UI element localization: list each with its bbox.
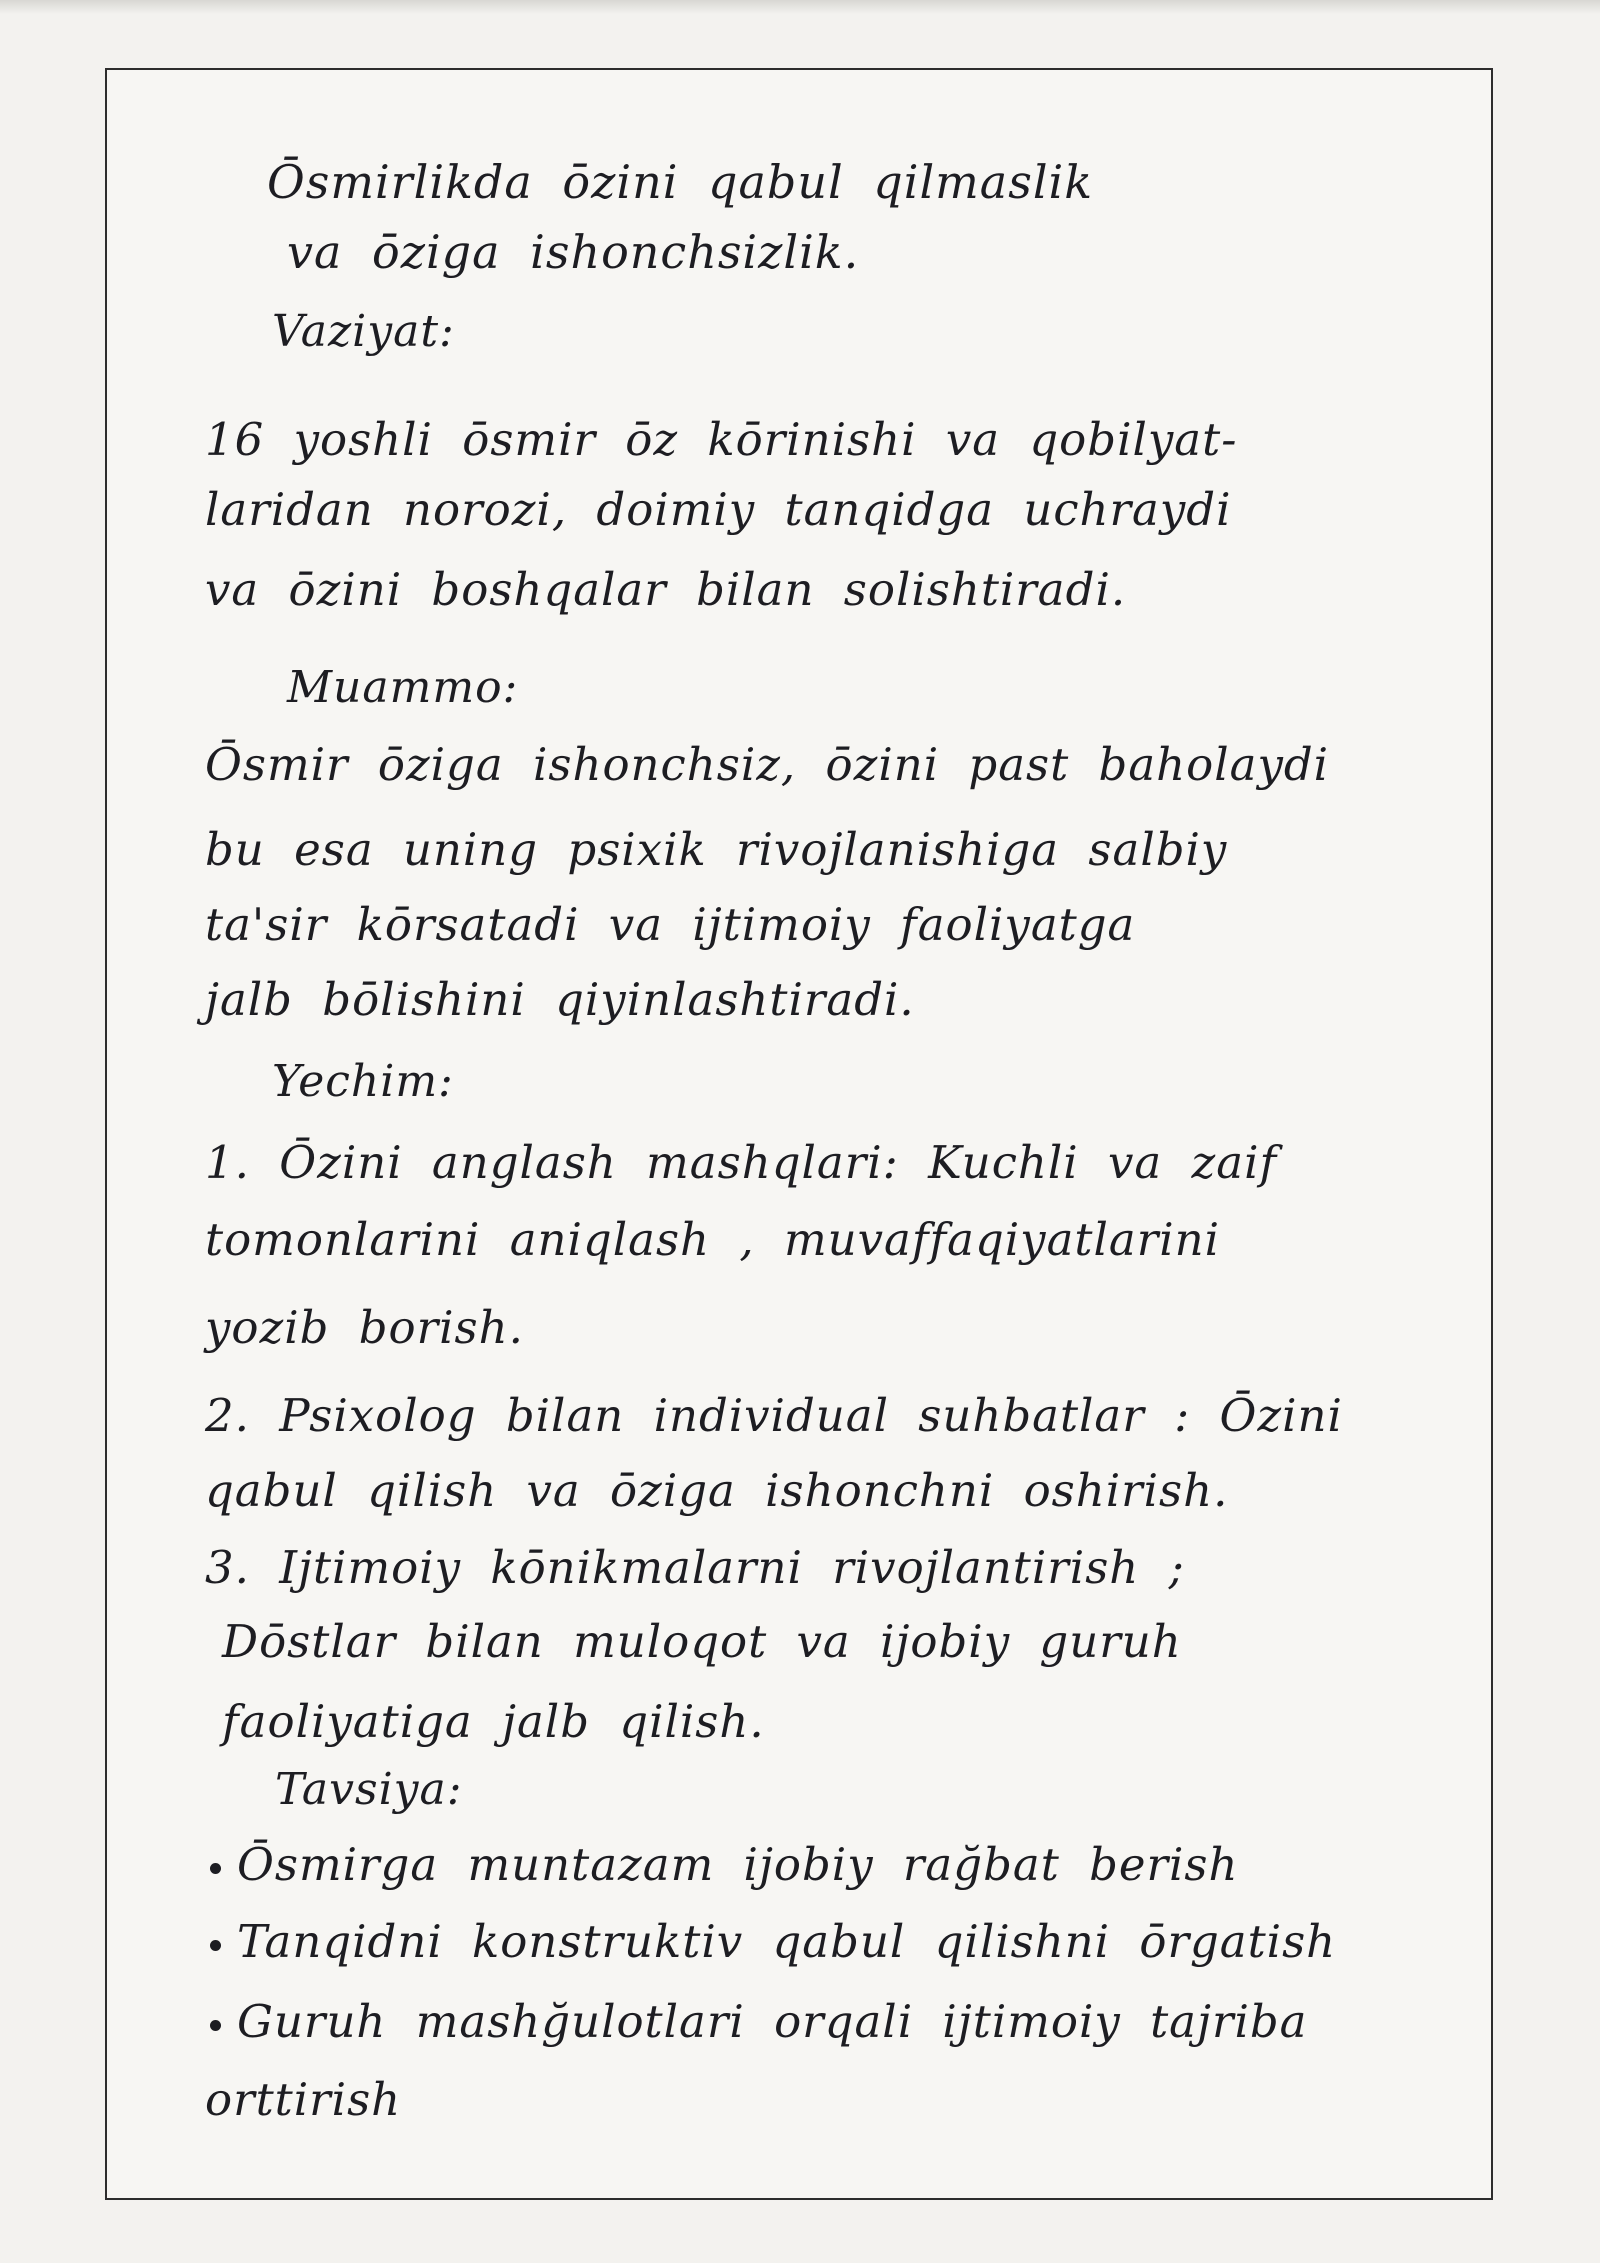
- solution-line-8: faoliyatiga jalb qilish.: [222, 1695, 765, 1748]
- recommendation-bullet-1: Ōsmirga muntazam ijobiy rağbat berish: [237, 1838, 1239, 1891]
- recommendation-bullet-3: Guruh mashğulotlari orqali ijtimoiy tajriba: [237, 1995, 1308, 2048]
- solution-line-5: qabul qilish va ōziga ishonchni oshirish.: [205, 1464, 1229, 1517]
- solution-line-7: Dōstlar bilan muloqot va ijobiy guruh: [222, 1615, 1182, 1668]
- situation-line-2: laridan norozi, doimiy tanqidga uchraydi: [205, 483, 1232, 536]
- recommendation-continuation: orttirish: [205, 2073, 402, 2126]
- situation-line-3: va ōzini boshqalar bilan solishtiradi.: [205, 563, 1127, 616]
- recommendation-bullet-2: Tanqidni konstruktiv qabul qilishni ōrgatish: [237, 1915, 1337, 1968]
- bullet-dot: [210, 1863, 221, 1874]
- solution-line-6: 3. Ijtimoiy kōnikmalarni rivojlantirish ;: [205, 1541, 1185, 1594]
- solution-line-3: yozib borish.: [205, 1301, 524, 1354]
- solution-line-2: tomonlarini aniqlash , muvaffaqiyatlarini: [205, 1213, 1221, 1266]
- title-line-2: va ōziga ishonchsizlik.: [287, 225, 860, 279]
- situation-line-1: 16 yoshli ōsmir ōz kōrinishi va qobilyat-: [205, 413, 1238, 466]
- recommendation-label: Tavsiya:: [275, 1764, 463, 1815]
- situation-label: Vaziyat:: [272, 306, 455, 357]
- solution-line-4: 2. Psixolog bilan individual suhbatlar : Ōzini: [205, 1389, 1343, 1442]
- title-line-1: Ōsmirlikda ōzini qabul qilmaslik: [267, 155, 1094, 209]
- scan-top-edge: [0, 0, 1600, 14]
- problem-line-3: ta'sir kōrsatadi va ijtimoiy faoliyatga: [205, 898, 1136, 951]
- solution-line-1: 1. Ōzini anglash mashqlari: Kuchli va zaif: [205, 1136, 1278, 1189]
- bullet-dot: [210, 2020, 221, 2031]
- problem-line-1: Ōsmir ōziga ishonchsiz, ōzini past baholaydi: [205, 738, 1330, 791]
- handwritten-page: [105, 68, 1493, 2200]
- problem-line-2: bu esa uning psixik rivojlanishiga salbiy: [205, 823, 1228, 876]
- bullet-dot: [210, 1940, 221, 1951]
- solution-label: Yechim:: [272, 1056, 454, 1107]
- problem-line-4: jalb bōlishini qiyinlashtiradi.: [205, 973, 915, 1026]
- problem-label: Muammo:: [287, 662, 519, 713]
